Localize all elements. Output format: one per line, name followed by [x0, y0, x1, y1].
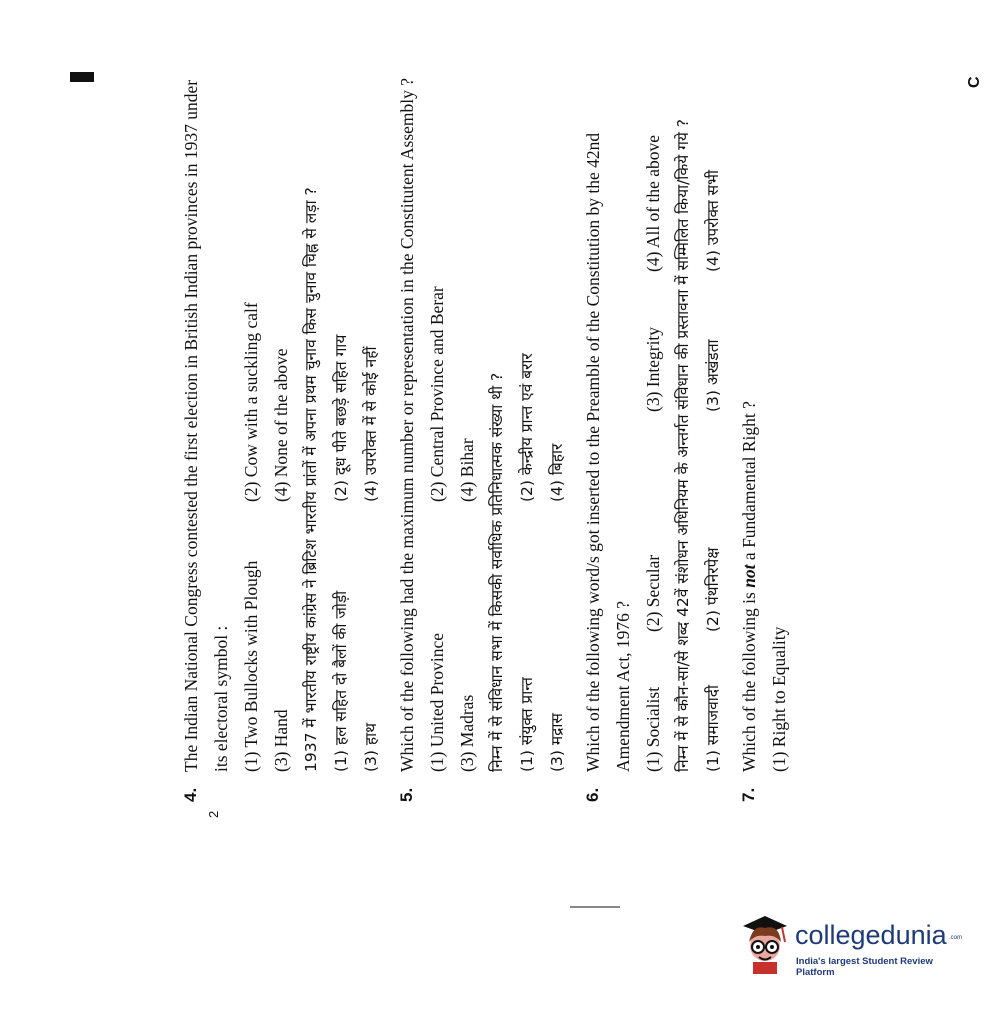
- q6-option-4: (4) All of the above: [643, 134, 663, 272]
- q4-hindi-options-row-2: [356, 72, 386, 772]
- q5-options-row-1: [422, 72, 452, 772]
- q5-number: 5.: [397, 787, 416, 802]
- brand-name: collegedunia: [795, 920, 947, 950]
- question-7: [734, 72, 794, 802]
- brand-tagline: India's largest Student Review Platform: [796, 956, 933, 978]
- collegedunia-watermark: [735, 912, 965, 976]
- q5-english-stem: 5. Which of the following had the maximum number or representation in the Constitutent Assembly ?: [392, 72, 422, 772]
- q6-english-stem: 6. Which of the following word/s got inserted to the Preamble of the Constitution by the 42nd Amendment Act, 1976 ?: [578, 72, 638, 772]
- q7-option-1: (1) Right to Equality: [769, 626, 789, 772]
- q5-hindi-option-2: (2) केन्द्रीय प्रान्त एवं बरार: [518, 353, 536, 502]
- page-number: 2: [206, 810, 221, 818]
- paper-set-letter: C: [966, 76, 983, 88]
- question-6: [578, 72, 728, 802]
- scan-mark: [70, 72, 94, 82]
- q5-option-4: (4) Bihar: [457, 438, 477, 502]
- question-5: [392, 72, 572, 802]
- question-4: [176, 72, 386, 802]
- scan-dash: [570, 906, 620, 908]
- q6-option-3: (3) Integrity: [643, 326, 663, 412]
- q4-hindi-option-2: (2) दूध पीते बछड़े सहित गाय: [332, 334, 350, 502]
- q4-hindi-option-3: (3) हाथ: [362, 722, 380, 772]
- q7-options-row: [764, 72, 794, 772]
- q4-hindi-option-4: (4) उपरोक्त में से कोई नहीं: [362, 346, 380, 502]
- q6-options-row: [638, 72, 668, 772]
- q7-english-stem: 7. Which of the following is not a Fundamental Right ?: [734, 72, 764, 772]
- q4-options-row-1: [236, 72, 266, 772]
- rotated-question-block: [176, 72, 789, 802]
- q4-option-3: (3) Hand: [271, 709, 291, 772]
- q6-number: 6.: [583, 787, 602, 802]
- q4-number: 4.: [181, 787, 200, 802]
- q4-hindi-stem: 1937 में भारतीय राष्ट्रीय कांग्रेस ने ब्रिटिश भारतीय प्रांतों में अपना प्रथम चुनाव किस चुनाव चिह्न से लड़ा ?: [302, 187, 320, 772]
- q4-english-stem: 4. The Indian National Congress contested the first election in British Indian provinces in 1937 under its electoral symbol :: [176, 72, 236, 772]
- q5-hindi-option-4: (4) बिहार: [548, 443, 566, 502]
- q6-option-2: (2) Secular: [643, 554, 663, 632]
- q4-hindi-option-1: (1) हल सहित दो बैलों की जोड़ी: [332, 590, 350, 772]
- q6-hindi-option-2: (2) पंथनिरपेक्ष: [704, 547, 722, 632]
- q5-hindi-stem: निम्न में से संविधान सभा में किसकी सर्वाधिक प्रतिनिधात्मक संख्या थी ?: [488, 372, 506, 772]
- q5-hindi-options-row-1: [512, 72, 542, 772]
- q6-hindi-option-4: (4) उपरोक्त सभी: [704, 170, 722, 272]
- q5-hindi-option-1: (1) संयुक्त प्रान्त: [518, 677, 536, 772]
- brand-dotcom: .com: [949, 935, 963, 941]
- q5-options-row-2: [452, 72, 482, 772]
- q5-option-3: (3) Madras: [457, 694, 477, 772]
- q5-option-2: (2) Central Province and Berar: [427, 286, 447, 502]
- q4-options-row-2: [266, 72, 296, 772]
- q6-hindi-stem: निम्न में से कौन-सा/से शब्द 42वें संशोधन अधिनियम के अन्तर्गत संविधान की प्रस्तावना में सम्मिलित किया/किये गये ?: [674, 118, 692, 772]
- q6-option-1: (1) Socialist: [643, 686, 663, 772]
- q6-hindi-option-3: (3) अखंडता: [704, 339, 722, 412]
- q4-option-1: (1) Two Bullocks with Plough: [241, 560, 261, 772]
- q6-hindi-options-row: [698, 72, 728, 772]
- q5-hindi-option-3: (3) मद्रास: [548, 713, 566, 772]
- q5-hindi-options-row-2: [542, 72, 572, 772]
- q6-hindi-option-1: (1) समाजवादी: [704, 684, 722, 772]
- q4-hindi-options-row-1: [326, 72, 356, 772]
- mascot-logo-icon: [735, 912, 793, 976]
- q7-number: 7.: [739, 787, 758, 802]
- q4-option-4: (4) None of the above: [271, 348, 291, 502]
- q5-option-1: (1) United Province: [427, 633, 447, 772]
- q4-option-2: (2) Cow with a suckling calf: [241, 302, 261, 502]
